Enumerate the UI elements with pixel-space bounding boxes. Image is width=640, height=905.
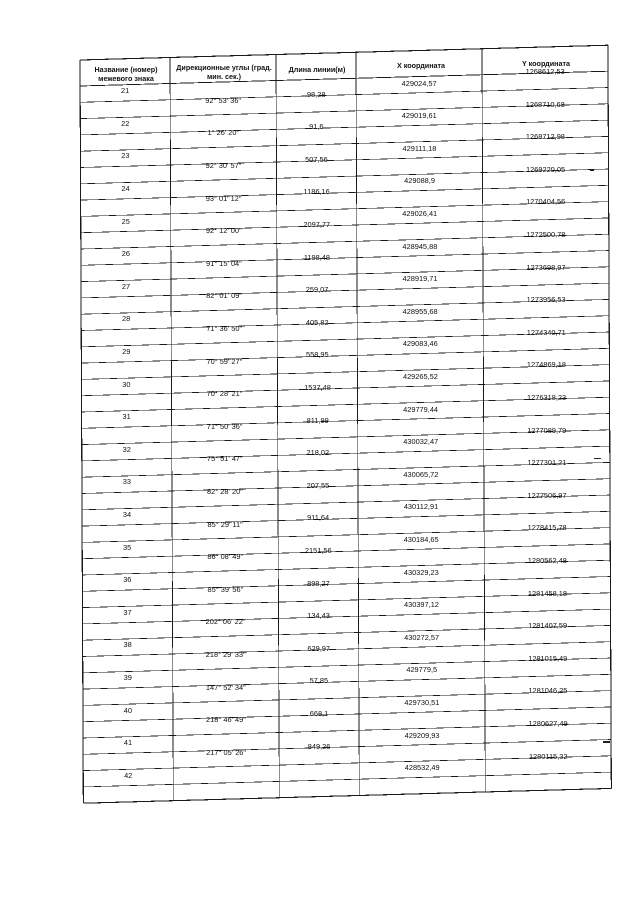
y-coordinate: 1273698,97 — [526, 262, 566, 272]
point-number: 32 — [122, 444, 131, 454]
direction-angle: 92° 12' 00" — [205, 226, 242, 236]
x-coordinate: 430184,65 — [403, 534, 439, 544]
x-coordinate: 429026,41 — [402, 208, 438, 218]
line-length: 629,97 — [307, 643, 330, 653]
line-length: 911,64 — [307, 513, 330, 523]
y-coordinate: 1272500,78 — [526, 229, 566, 239]
line-length: 405,82 — [305, 317, 329, 327]
direction-angle: 75° 51' 47" — [206, 454, 243, 464]
y-coordinate: 1277301,21 — [527, 458, 567, 468]
point-number: 23 — [121, 151, 130, 161]
direction-angle: 92° 30' 57" — [205, 160, 242, 170]
direction-angle: 85° 39' 56" — [207, 584, 244, 594]
x-coordinate: 429024,57 — [401, 78, 437, 88]
line-length: 811,99 — [306, 415, 329, 425]
point-number: 34 — [122, 510, 132, 520]
y-coordinate: 1273956,53 — [526, 295, 566, 305]
direction-angle: 218° 29' 33" — [205, 649, 246, 659]
x-coordinate: 430112,91 — [403, 502, 439, 512]
point-number: 22 — [121, 118, 130, 128]
x-coordinate: 429779,5 — [406, 665, 438, 675]
y-coordinate: 1276318,23 — [527, 392, 567, 402]
y-coordinate: 1280115,32 — [528, 751, 568, 761]
point-number: 21 — [120, 86, 130, 96]
grid-line — [83, 788, 611, 803]
point-number: 26 — [121, 249, 130, 259]
y-coordinate: 1274869,18 — [526, 360, 566, 370]
scan-mark — [603, 741, 610, 743]
x-coordinate: 429088,9 — [404, 176, 435, 186]
x-coordinate: 428955,68 — [402, 306, 438, 316]
point-number: 39 — [123, 673, 132, 683]
direction-angle: 71° 50' 36" — [206, 421, 243, 431]
x-coordinate: 430397,12 — [403, 600, 439, 610]
direction-angle: 93° 01' 12" — [205, 193, 242, 203]
header-length: Длина линии(м) — [288, 65, 346, 74]
line-length: 558,95 — [306, 350, 329, 360]
direction-angle: 217° 05' 26" — [206, 747, 247, 757]
x-coordinate: 429083,46 — [402, 339, 438, 349]
y-coordinate: 1281458,18 — [527, 588, 567, 598]
y-coordinate: 1281407,59 — [528, 621, 568, 631]
line-length: 218,02 — [306, 448, 330, 458]
header-y: Y координата — [522, 59, 570, 68]
y-coordinate: 1268710,68 — [525, 99, 565, 109]
x-coordinate: 429265,52 — [402, 371, 438, 381]
point-number: 24 — [121, 184, 130, 194]
y-coordinate: 1280627,49 — [528, 718, 568, 728]
x-coordinate: 428945,88 — [402, 241, 438, 251]
line-length: 207,55 — [306, 480, 330, 490]
direction-angle: 202° 06' 22" — [205, 617, 246, 627]
x-coordinate: 430065,72 — [403, 469, 439, 479]
direction-angle: 86° 08' 49" — [207, 552, 244, 562]
grid-line — [482, 49, 485, 792]
x-coordinate: 428532,49 — [404, 763, 440, 773]
grid-line — [80, 60, 83, 803]
x-coordinate: 429209,93 — [404, 730, 440, 740]
point-number: 30 — [122, 379, 131, 389]
scan-mark — [590, 170, 594, 171]
grid-line — [80, 45, 608, 60]
y-coordinate: 1277089,79 — [527, 425, 567, 435]
point-number: 41 — [123, 738, 133, 748]
direction-angle: 85° 29' 11" — [207, 519, 243, 529]
point-number: 38 — [123, 640, 132, 650]
line-length: 2097,77 — [303, 220, 331, 230]
y-coordinate: 1268612,53 — [525, 66, 565, 76]
direction-angle: 147° 52' 34" — [205, 682, 246, 692]
line-length: 259,07 — [305, 285, 329, 295]
y-coordinate: 1277506,97 — [527, 490, 567, 500]
y-coordinate: 1268712,98 — [525, 132, 565, 142]
y-coordinate: 1280562,48 — [527, 555, 567, 565]
point-number: 42 — [124, 770, 133, 780]
point-number: 40 — [123, 705, 132, 715]
line-length: 134,43 — [307, 611, 330, 621]
y-coordinate: 1281015,49 — [528, 653, 568, 663]
y-coordinate: 1270404,56 — [526, 197, 566, 207]
y-coordinate: 1278415,78 — [527, 523, 567, 533]
line-length: 1537,48 — [304, 383, 331, 393]
point-number: 36 — [123, 575, 132, 585]
direction-angle: 71° 36' 50" — [206, 323, 243, 333]
x-coordinate: 430272,57 — [404, 632, 440, 642]
x-coordinate: 429779,44 — [403, 404, 439, 414]
direction-angle: 82° 28' 20" — [207, 486, 243, 496]
line-length: 57,85 — [309, 676, 329, 686]
grid-line — [608, 45, 611, 788]
point-number: 31 — [122, 412, 131, 422]
direction-angle: 218° 46' 49" — [206, 715, 246, 725]
point-number: 35 — [123, 542, 132, 552]
y-coordinate: 1274340,71 — [526, 327, 566, 337]
header-name: Название (номер) межевого знака — [94, 65, 158, 83]
direction-angle: 92° 53' 36" — [205, 95, 242, 105]
x-coordinate: 428919,71 — [402, 274, 438, 284]
x-coordinate: 430329,23 — [403, 567, 439, 577]
x-coordinate: 430032,47 — [403, 437, 439, 447]
scan-mark — [594, 458, 601, 459]
line-length: 898,27 — [307, 578, 330, 588]
y-coordinate: 1269220,05 — [526, 164, 566, 174]
line-length: 1186,16 — [303, 187, 330, 197]
point-number: 29 — [122, 347, 131, 357]
x-coordinate: 429730,51 — [404, 697, 440, 707]
point-number: 37 — [123, 607, 132, 617]
line-length: 1198,48 — [303, 252, 330, 262]
x-coordinate: 429019,61 — [401, 111, 437, 121]
line-length: 668,1 — [309, 709, 329, 719]
line-length: 91,6 — [309, 122, 324, 132]
point-number: 27 — [121, 281, 131, 291]
header-x: X координата — [396, 61, 446, 70]
line-length: 2151,56 — [304, 546, 332, 556]
point-number: 25 — [121, 216, 130, 226]
direction-angle: 82° 01' 09" — [206, 291, 242, 301]
direction-angle: 70° 28' 21" — [206, 389, 243, 399]
y-coordinate: 1281046,25 — [528, 686, 568, 696]
direction-angle: 1° 26' 20" — [207, 128, 240, 138]
direction-angle: 70° 59' 27" — [206, 356, 243, 366]
x-coordinate: 429111,18 — [402, 143, 437, 153]
header-angle: Дирекционные углы (град. мин. сек.) — [176, 63, 272, 81]
line-length: 98,28 — [306, 89, 326, 99]
direction-angle: 91° 15' 04" — [206, 258, 242, 268]
line-length: 849,26 — [307, 741, 331, 751]
point-number: 28 — [122, 314, 131, 324]
line-length: 507,56 — [305, 154, 328, 164]
point-number: 33 — [122, 477, 131, 487]
